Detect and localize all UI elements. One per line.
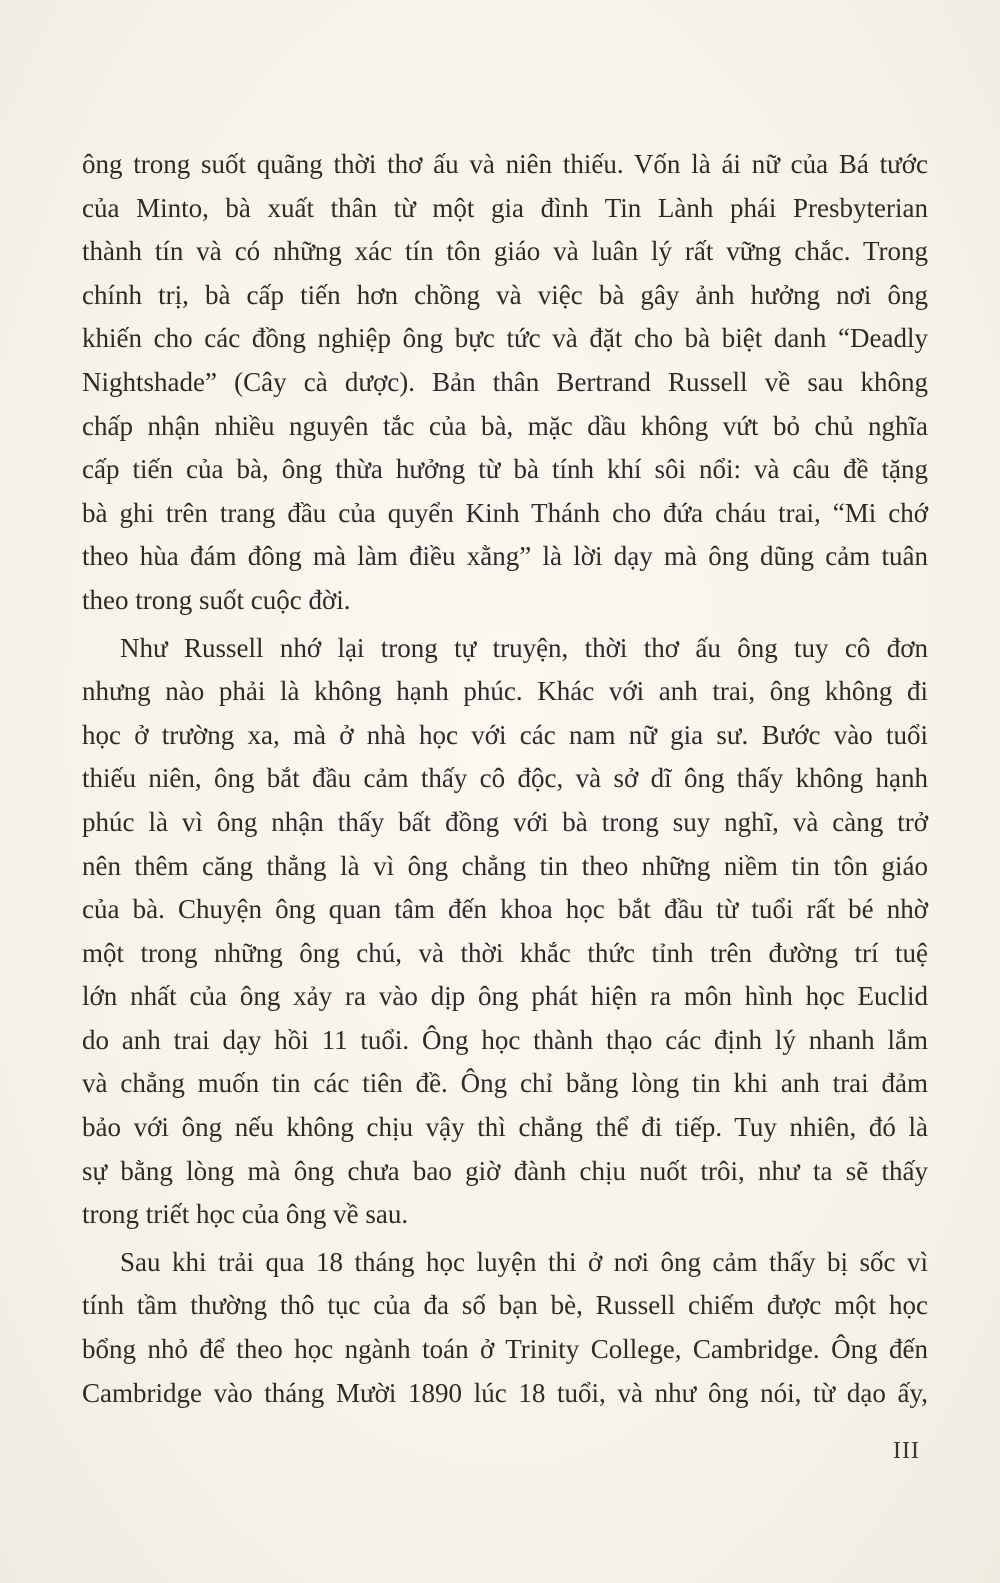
text-line: bổng nhỏ để theo học ngành toán ở Trinity College, Cambridge. Ông đến: [82, 1334, 928, 1365]
text-line: sự bằng lòng mà ông chưa bao giờ đành chịu nuốt trôi, như ta sẽ thấy: [82, 1155, 928, 1186]
body-text: [82, 143, 928, 1415]
text-line: tính tầm thường thô tục của đa số bạn bè, Russell chiếm được một học: [82, 1290, 928, 1321]
text-line: bà ghi trên trang đầu của quyển Kinh Thánh cho đứa cháu trai, “Mi chớ: [82, 497, 928, 528]
text-line: Sau khi trải qua 18 tháng học luyện thi ở nơi ông cảm thấy bị sốc vì: [120, 1246, 928, 1277]
text-line: thành tín và có những xác tín tôn giáo và luân lý rất vững chắc. Trong: [82, 236, 928, 267]
text-line: theo trong suốt cuộc đời.: [82, 584, 351, 615]
text-line: khiến cho các đồng nghiệp ông bực tức và đặt cho bà biệt danh “Deadly: [82, 323, 928, 354]
text-line: trong triết học của ông về sau.: [82, 1199, 409, 1230]
text-line: chính trị, bà cấp tiến hơn chồng và việc bà gây ảnh hưởng nơi ông: [82, 279, 928, 310]
text-line: do anh trai dạy hồi 11 tuổi. Ông học thành thạo các định lý nhanh lắm: [82, 1024, 928, 1055]
text-line: bảo với ông nếu không chịu vậy thì chẳng thể đi tiếp. Tuy nhiên, đó là: [82, 1112, 928, 1143]
text-line: theo hùa đám đông mà làm điều xằng” là lời dạy mà ông dũng cảm tuân: [82, 541, 928, 572]
text-line: của Minto, bà xuất thân từ một gia đình Tin Lành phái Presbyterian: [82, 192, 928, 223]
text-line: chấp nhận nhiều nguyên tắc của bà, mặc dầu không vứt bỏ chủ nghĩa: [82, 410, 928, 441]
text-line: nhưng nào phải là không hạnh phúc. Khác với anh trai, ông không đi: [82, 676, 928, 707]
paragraph-3: [82, 1241, 928, 1415]
text-line: lớn nhất của ông xảy ra vào dịp ông phát hiện ra môn hình học Euclid: [82, 981, 928, 1012]
text-line: Cambridge vào tháng Mười 1890 lúc 18 tuổi, và như ông nói, từ dạo ấy,: [82, 1377, 928, 1408]
text-line: nên thêm căng thẳng là vì ông chẳng tin theo những niềm tin tôn giáo: [82, 850, 928, 881]
text-line: thiếu niên, ông bắt đầu cảm thấy cô độc, và sở dĩ ông thấy không hạnh: [82, 763, 928, 794]
page-number: III: [893, 1438, 920, 1464]
paragraph-1: [82, 143, 928, 623]
text-line: Như Russell nhớ lại trong tự truyện, thời thơ ấu ông tuy cô đơn: [120, 632, 928, 663]
text-line: học ở trường xa, mà ở nhà học với các nam nữ gia sư. Bước vào tuổi: [82, 719, 928, 750]
text-line: một trong những ông chú, và thời khắc thức tỉnh trên đường trí tuệ: [82, 937, 928, 968]
paragraph-2: [82, 627, 928, 1237]
text-line: cấp tiến của bà, ông thừa hưởng từ bà tính khí sôi nổi: và câu đề tặng: [82, 454, 928, 485]
text-line: phúc là vì ông nhận thấy bất đồng với bà trong suy nghĩ, và càng trở: [82, 806, 928, 837]
text-line: Nightshade” (Cây cà dược). Bản thân Bertrand Russell về sau không: [82, 366, 928, 397]
text-line: ông trong suốt quãng thời thơ ấu và niên thiếu. Vốn là ái nữ của Bá tước: [82, 149, 928, 179]
text-line: và chẳng muốn tin các tiên đề. Ông chỉ bằng lòng tin khi anh trai đảm: [82, 1068, 928, 1099]
text-line: của bà. Chuyện ông quan tâm đến khoa học bắt đầu từ tuổi rất bé nhờ: [82, 894, 928, 925]
